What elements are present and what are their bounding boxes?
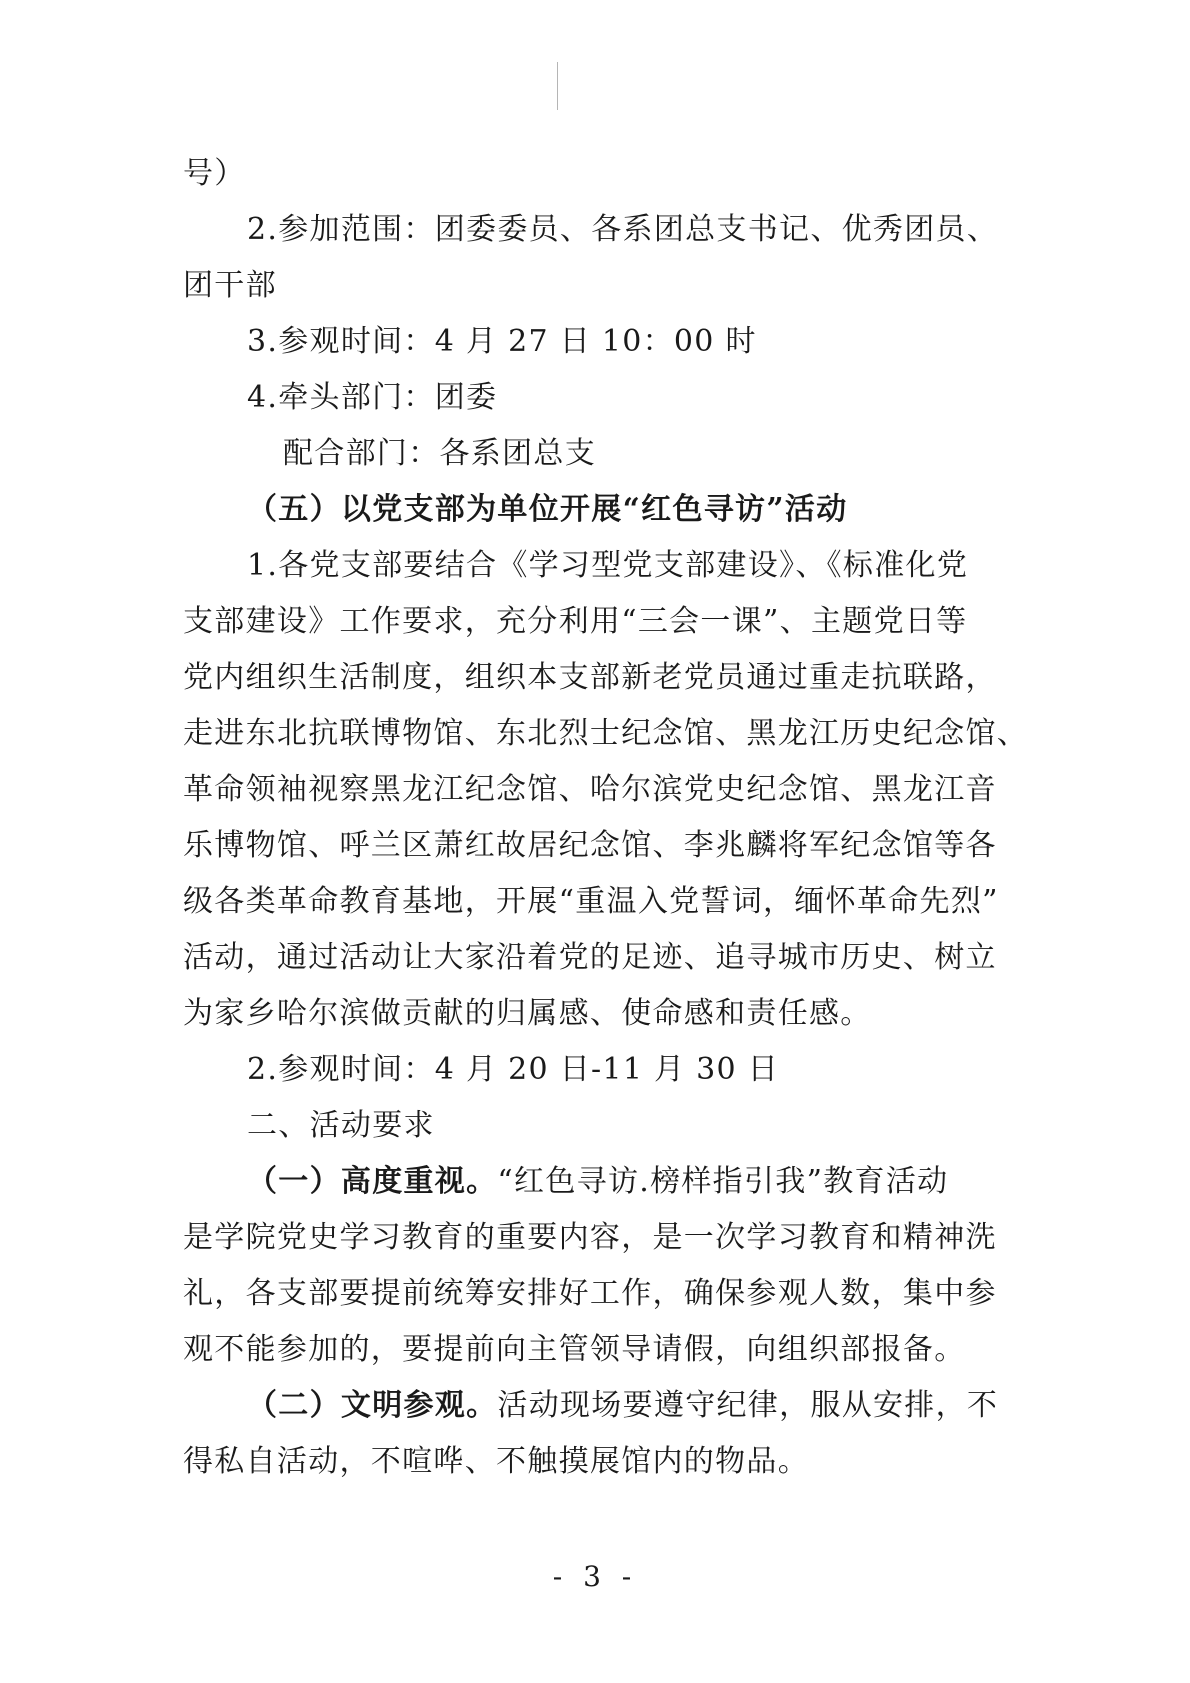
paragraph-line: 号） xyxy=(183,156,246,191)
paragraph-line: 3.参观时间：4 月 27 日 10：00 时 xyxy=(247,324,757,359)
bold-lead: （一）高度重视。 xyxy=(247,1164,498,1199)
paragraph-line: 礼，各支部要提前统筹安排好工作，确保参观人数，集中参 xyxy=(183,1276,997,1311)
bold-lead: （二）文明参观。 xyxy=(247,1388,498,1423)
paragraph-line: 团干部 xyxy=(183,268,277,303)
paragraph-line: 革命领袖视察黑龙江纪念馆、哈尔滨党史纪念馆、黑龙江音 xyxy=(183,772,997,807)
section-heading: 二、活动要求 xyxy=(247,1108,435,1143)
paragraph-line: 支部建设》工作要求，充分利用“三会一课”、主题党日等 xyxy=(183,604,968,639)
page-number: - 3 - xyxy=(552,1560,638,1593)
paragraph-line: 得私自活动，不喧哗、不触摸展馆内的物品。 xyxy=(183,1444,809,1479)
paragraph-line xyxy=(183,1154,1023,1210)
paragraph-line: 乐博物馆、呼兰区萧红故居纪念馆、李兆麟将军纪念馆等各 xyxy=(183,828,997,863)
paragraph-line: 活动，通过活动让大家沿着党的足迹、追寻城市历史、树立 xyxy=(183,940,997,975)
paragraph-line: 2.参加范围：团委委员、各系团总支书记、优秀团员、 xyxy=(247,212,999,247)
paragraph-line: 1.各党支部要结合《学习型党支部建设》、《标准化党 xyxy=(247,548,969,583)
paragraph-line: 2.参观时间：4 月 20 日-11 月 30 日 xyxy=(247,1052,780,1087)
paragraph-line: 级各类革命教育基地，开展“重温入党誓词，缅怀革命先烈” xyxy=(183,884,999,919)
paragraph-line: 是学院党史学习教育的重要内容，是一次学习教育和精神洗 xyxy=(183,1220,997,1255)
paragraph-text: 活动现场要遵守纪律，服从安排，不 xyxy=(497,1388,999,1423)
paragraph-line: 4.牵头部门：团委 xyxy=(247,380,498,415)
paragraph-line: 观不能参加的，要提前向主管领导请假，向组织部报备。 xyxy=(183,1332,966,1367)
paragraph-line: 党内组织生活制度，组织本支部新老党员通过重走抗联路， xyxy=(183,660,997,695)
document-body xyxy=(183,146,1029,1490)
section-heading: （五）以党支部为单位开展“红色寻访”活动 xyxy=(247,492,848,527)
scan-artifact-line xyxy=(557,62,558,110)
paragraph-line: 为家乡哈尔滨做贡献的归属感、使命感和责任感。 xyxy=(183,996,872,1031)
paragraph-line: 配合部门：各系团总支 xyxy=(283,436,596,471)
paragraph-line: 走进东北抗联博物馆、东北烈士纪念馆、黑龙江历史纪念馆、 xyxy=(183,716,1029,751)
paragraph-text: “红色寻访.榜样指引我”教育活动 xyxy=(497,1164,949,1199)
paragraph-line xyxy=(183,1378,1023,1434)
